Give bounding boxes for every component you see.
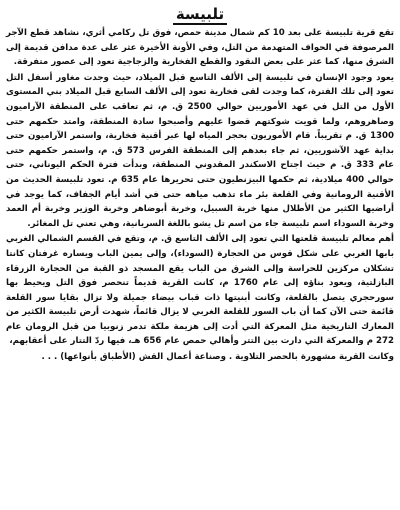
paragraph-crafts: وكانت القرية مشهورة بالحصر التلاوية . وصناعة أعمال القش (الأطباق بأنواعها) . . .	[41, 352, 394, 363]
document-body	[6, 26, 394, 365]
paragraph-location: تقع قرية تلبيسة على بعد 10 كم شمال مدينة حمص، فوق تل ركامي أثري، نشاهد قطع الآجر المرصوفة في الحواف المتهدمة من التل، وفي الأونة الأخيرة عثر على عدة مدافن قديمة إلى الشرق منها، كما عثر على بعض النقود والقطع الفخارية والزجاجية تعود إلى عصور متفرقة.	[6, 28, 394, 68]
title-container	[6, 3, 394, 25]
paragraph-landmarks: أهم معالم تلبيسة قلعتها التي تعود إلى الألف التاسع ق. م، وتقع في القسم الشمالي الغربي بابها الغربي على شكل قوس من الحجارة (السوداء)، وإلى يمين الباب ويساره غرفتان كانتا تشكلان مركزين للحراسة وإلى الشرق من الباب يقع المسجد ذو القبة من الحجارة الزرقاء البازلتية، ويعود بناؤه إلى عام 1760 م، كانت القرية قديماً تنحصر فوق التل ويحيط بها سورحجري يتصل بالقلعة، وكانت أبنيتها ذات قباب بيضاء جميلة ولا تزال بقايا سور القلعة قائمة حتى الآن كما أن باب السور للقلعة الغربي لا يزال قائماً، شهدت أرض تلبيسة الكثير من المعارك التاريخية مثل المعركة التي أدت إلى هزيمة ملكة تدمر زنوبيا من قبل الرومان عام 272 م والمعركة التي دارت بين التتر وأهالي حمص عام 656 هـ، فيها ردّ التتار على أعقابهم،	[6, 234, 394, 347]
document-title: تلبيسة	[173, 5, 227, 25]
paragraph-history: يعود وجود الإنسان في تلبيسة إلى الألف التاسع قبل الميلاد، حيث وجدت مغاور أسفل التل تعود إلى تلك الفترة، كما وجدت لقى فخارية تعود إلى الألف السابع قبل الميلاد بني المستوى الأول من التل في عهد الأموريين حوالي 2500 ق. م، ثم تعاقب على المنطقة الآراميون وصاهروهم، ولما قويت شوكتهم قضوا عليهم وأصبحوا سادة المنطقة، وامتد حكمهم حتى 1300 ق. م تقريباً. قام الأموريون بحجر المياه لها عبر أقنية فخارية، واستمر الآراميون حتى بداية عهد الآشوريين، ثم جاء بعدهم إلى المنطقة الفرس 573 ق. م، واستمر حكمهم حتى عام 333 ق. م حيث اجتاح الاسكندر المقدوني المنطقة، وبدأت فترة الحكم اليوناني، حتى حوالي 400 ميلادية، ثم حكمها البيزنطيون حتى تحريرها عام 635 م. تعود تلبيسة الحديث من الأقنية الرومانية وفي القلعة بئر ماء تذهب مياهه حتى في أشد أيام الجفاف، كما يوجد في أراضيها الكثير من الأطلال منها خربة السبيل، وخربة أبوضاهر وخربة الوزير وخربة أم العمد وخربة السوداء اسم تلبيسة جاء من اسم تل يشو باللغة السريانية، وهي تعني تل المغائر.	[6, 72, 394, 229]
